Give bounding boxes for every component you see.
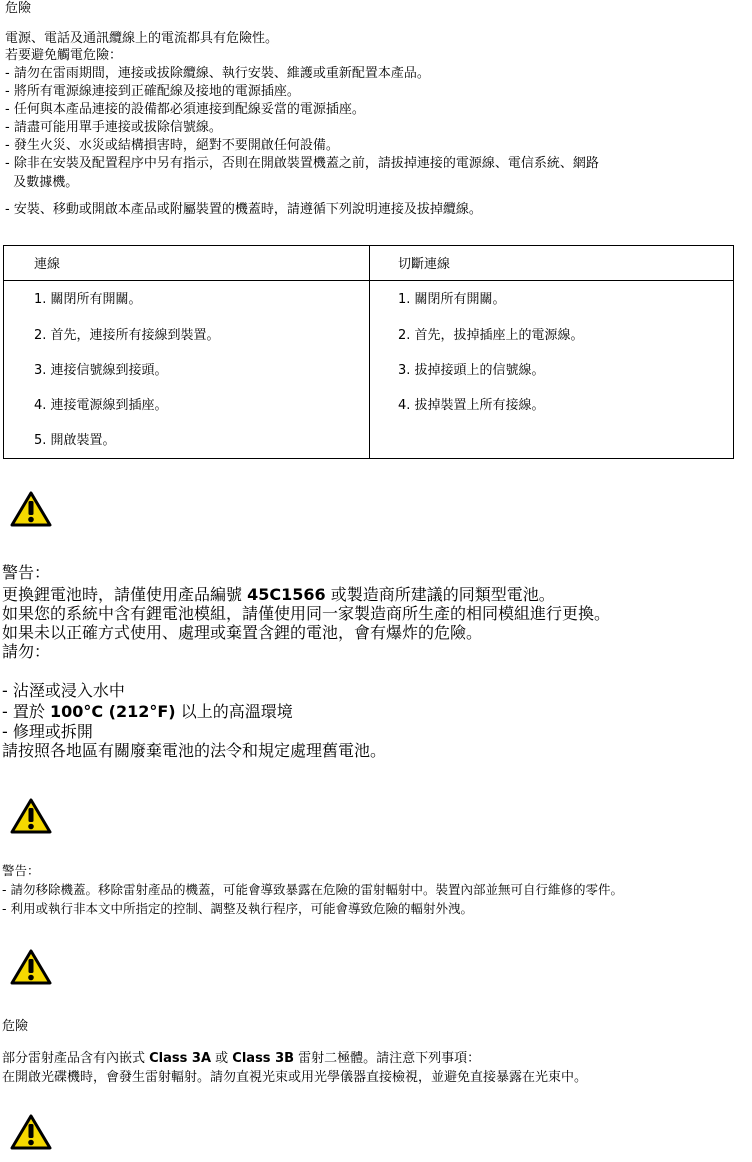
- danger-line: - 除非在安裝及配置程序中另有指示，否則在開啟裝置機蓋之前，請拔掉連接的電源線、電信系統、網路: [5, 156, 599, 171]
- danger-line: 電源、電話及通訊纜線上的電流都具有危險性。: [5, 31, 279, 46]
- battery-warning-title: 警告：: [2, 563, 51, 582]
- danger-line: - 請勿在雷雨期間，連接或拔除纜線、執行安裝、維護或重新配置本產品。: [5, 66, 430, 81]
- disconnect-step: 2. 首先，拔掉插座上的電源線。: [398, 328, 584, 343]
- connection-table: [3, 245, 734, 459]
- battery-warning-line: 如果您的系統中含有鋰電池模組，請僅使用同一家製造商所生產的相同模組進行更換。: [2, 604, 611, 623]
- connect-step: 1. 關閉所有開關。: [34, 292, 142, 307]
- danger-line: - 發生火災、水災或結構損害時，絕對不要開啟任何設備。: [5, 138, 339, 153]
- laser-warning-line: - 利用或執行非本文中所指定的控制、調整及執行程序，可能會導致危險的輻射外洩。: [2, 901, 473, 916]
- battery-warning-line: 更換鋰電池時，請僅使用產品編號 45C1566 或製造商所建議的同類型電池。: [2, 585, 555, 604]
- warning-triangle-icon: [10, 797, 52, 835]
- danger-line: 若要避免觸電危險：: [5, 48, 123, 63]
- disconnect-step: 1. 關閉所有開關。: [398, 292, 506, 307]
- danger-title: 危險: [2, 1019, 29, 1034]
- danger-line: 部分雷射產品含有內嵌式 Class 3A 或 Class 3B 雷射二極體。請注意下列事項：: [2, 1051, 481, 1066]
- disconnect-step: 3. 拔掉接頭上的信號線。: [398, 363, 545, 378]
- battery-warning-line: 請勿：: [2, 642, 51, 661]
- disconnect-header: 切斷連線: [398, 257, 451, 272]
- danger-line: 及數據機。: [5, 175, 79, 190]
- connect-step: 5. 開啟裝置。: [34, 433, 116, 448]
- danger-line: - 將所有電源線連接到正確配線及接地的電源插座。: [5, 84, 300, 99]
- battery-warning-item: - 沾溼或浸入水中: [2, 681, 125, 700]
- danger-line: - 請盡可能用單手連接或拔除信號線。: [5, 120, 222, 135]
- connect-step: 2. 首先，連接所有接線到裝置。: [34, 328, 220, 343]
- laser-warning-title: 警告：: [2, 863, 40, 878]
- connect-header: 連線: [34, 257, 61, 272]
- connect-step: 4. 連接電源線到插座。: [34, 398, 168, 413]
- warning-triangle-icon: [10, 1113, 52, 1151]
- warning-triangle-icon: [10, 490, 52, 528]
- battery-warning-line: 如果未以正確方式使用、處理或棄置含鋰的電池，會有爆炸的危險。: [2, 623, 483, 642]
- disconnect-step: 4. 拔掉裝置上所有接線。: [398, 398, 545, 413]
- danger-line: - 任何與本產品連接的設備都必須連接到配線妥當的電源插座。: [5, 102, 365, 117]
- danger-title: 危險: [5, 1, 32, 16]
- battery-warning-item: - 置於 100°C (212°F) 以上的高溫環境: [2, 702, 293, 721]
- danger-line: - 安裝、移動或開啟本產品或附屬裝置的機蓋時，請遵循下列說明連接及拔掉纜線。: [5, 202, 482, 217]
- battery-warning-line: 請按照各地區有關廢棄電池的法令和規定處理舊電池。: [2, 741, 387, 760]
- battery-warning-item: - 修理或拆開: [2, 722, 93, 741]
- danger-line: 在開啟光碟機時，會發生雷射輻射。請勿直視光束或用光學儀器直接檢視，並避免直接暴露在光束中。: [2, 1070, 588, 1085]
- connect-step: 3. 連接信號線到接頭。: [34, 363, 168, 378]
- warning-triangle-icon: [10, 948, 52, 986]
- laser-warning-line: - 請勿移除機蓋。移除雷射產品的機蓋，可能會導致暴露在危險的雷射輻射中。裝置內部並無可自行維修的零件。: [2, 882, 623, 897]
